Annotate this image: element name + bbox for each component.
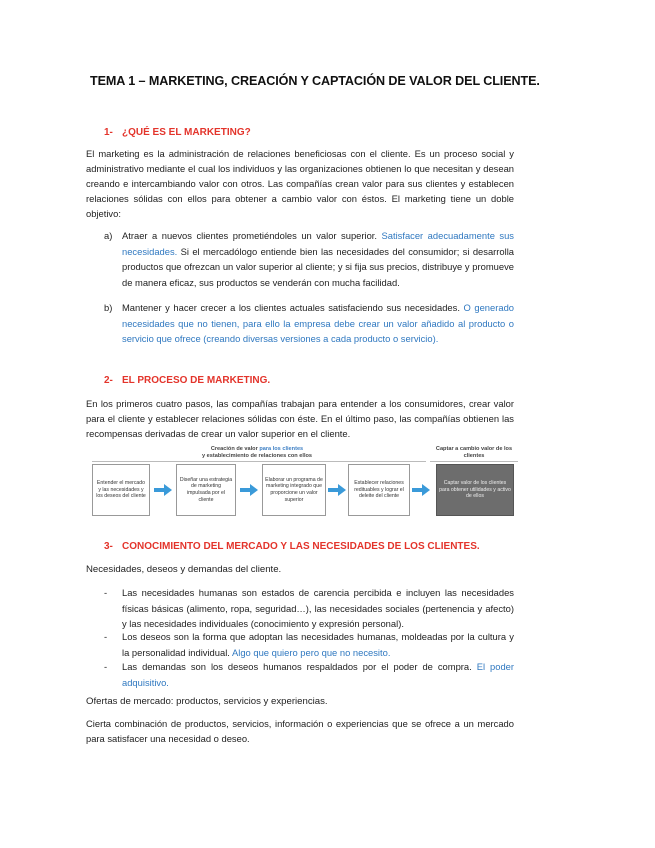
- list-item-needs: - Las necesidades humanas son estados de carencia percibida e incluyen las necesidades físicas básicas (alimento, ropa, seguridad…), las necesidades sociales (pertenencia y afecto) y las necesidades individuales (conocimiento y expresión personal).: [104, 587, 514, 629]
- list-marker: -: [104, 587, 108, 598]
- process-step-1: Entender el mercado y las necesidades y los deseos del cliente: [92, 464, 150, 516]
- offers-heading: Ofertas de mercado: productos, servicios y experiencias.: [86, 696, 328, 707]
- process-step-4: Establecer relaciones redituables y lograr el deleite del cliente: [348, 464, 410, 516]
- diagram-header-right: Captar a cambio valor de los clientes: [435, 446, 513, 459]
- section-3-title: CONOCIMIENTO DEL MERCADO Y LAS NECESIDADES DE LOS CLIENTES.: [122, 541, 480, 552]
- list-marker: a): [104, 230, 113, 241]
- section-2-paragraph: En los primeros cuatro pasos, las compañías trabajan para entender a los consumidores, crear valor para el cliente y establecer relaciones sólidas con éste. En el último paso, las compañías obtienen las recompensas derivadas de crear un valor superior en el cliente.: [86, 398, 514, 439]
- document-title: TEMA 1 – MARKETING, CREACIÓN Y CAPTACIÓN DE VALOR DEL CLIENTE.: [90, 74, 540, 88]
- process-step-5: Captar valor de los clientes para obtener utilidades y activo de ellos: [436, 464, 514, 516]
- section-2-heading: [104, 375, 270, 386]
- arrow-right-icon: [154, 484, 172, 496]
- list-item-demands: - Las demandas son los deseos humanos respaldados por el poder de compra. El poder adquisitivo.: [104, 661, 514, 688]
- list-item-b: b) Mantener y hacer crecer a los clientes actuales satisfaciendo sus necesidades. O generado necesidades que no tienen, para ello la empresa debe crear un valor añadido al producto o servicio que ofrece (creando diversas versiones a cada producto o servicio).: [104, 302, 514, 344]
- highlight-text: O generado necesidades que no tienen, para ello la empresa debe crear un valor añadido al producto o servicio que ofrece (creando diversas versiones a cada producto o servicio).: [122, 302, 514, 344]
- marketing-process-diagram: [92, 444, 518, 524]
- list-marker: -: [104, 631, 108, 642]
- section-1-number: 1-: [104, 127, 113, 138]
- section-3-number: 3-: [104, 541, 113, 552]
- section-3-heading: [104, 541, 480, 552]
- list-marker: b): [104, 302, 113, 313]
- section-3-subheading: Necesidades, deseos y demandas del cliente.: [86, 564, 282, 575]
- highlight-text: Satisfacer adecuadamente sus necesidades.: [122, 230, 514, 257]
- offers-paragraph: Cierta combinación de productos, servicios, información o experiencias que se ofrece a un mercado para satisfacer una necesidad o deseo.: [86, 718, 514, 744]
- section-1-title: ¿QUÉ ES EL MARKETING?: [122, 127, 251, 138]
- process-step-2: Diseñar una estrategia de marketing impulsada por el cliente: [176, 464, 236, 516]
- arrow-right-icon: [240, 484, 258, 496]
- diagram-header-left: Creación de valor para los clientes y establecimiento de relaciones con ellos: [201, 446, 313, 459]
- highlight-text: El poder adquisitivo.: [122, 661, 514, 688]
- process-step-3: Elaborar un programa de marketing integrado que proporcione un valor superior: [262, 464, 326, 516]
- section-2-number: 2-: [104, 375, 113, 386]
- arrow-right-icon: [412, 484, 430, 496]
- section-2-title: EL PROCESO DE MARKETING.: [122, 375, 271, 386]
- section-1-heading: [104, 127, 251, 138]
- list-item-a: a) Atraer a nuevos clientes prometiéndoles un valor superior. Satisfacer adecuadamente sus necesidades. Si el mercadólogo entiende bien las necesidades del consumidor; si desarrolla productos que ofrezcan un valor superior al cliente; y si fija sus precios, distribuye y promueve de manera eficaz, sus productos se venderán con mucha facilidad.: [104, 230, 514, 288]
- arrow-right-icon: [328, 484, 346, 496]
- list-item-wants: - Los deseos son la forma que adoptan las necesidades humanas, moldeadas por la cultura y la personalidad individual. Algo que quiero pero que no necesito.: [104, 631, 514, 658]
- highlight-text: Algo que quiero pero que no necesito.: [231, 646, 391, 658]
- list-marker: -: [104, 661, 108, 672]
- diagram-divider: [430, 461, 518, 462]
- section-1-paragraph: El marketing es la administración de relaciones beneficiosas con el cliente. Es un proceso social y administrativo mediante el cual los individuos y las organizaciones obtienen lo que necesitan y desean creando e intercambiando valor con otros. Las compañías crean valor para sus clientes y establecen relaciones sólidas con ellos para obtener a cambio valor con éstos. El marketing tiene un doble objetivo:: [86, 148, 514, 219]
- diagram-divider: [92, 461, 426, 462]
